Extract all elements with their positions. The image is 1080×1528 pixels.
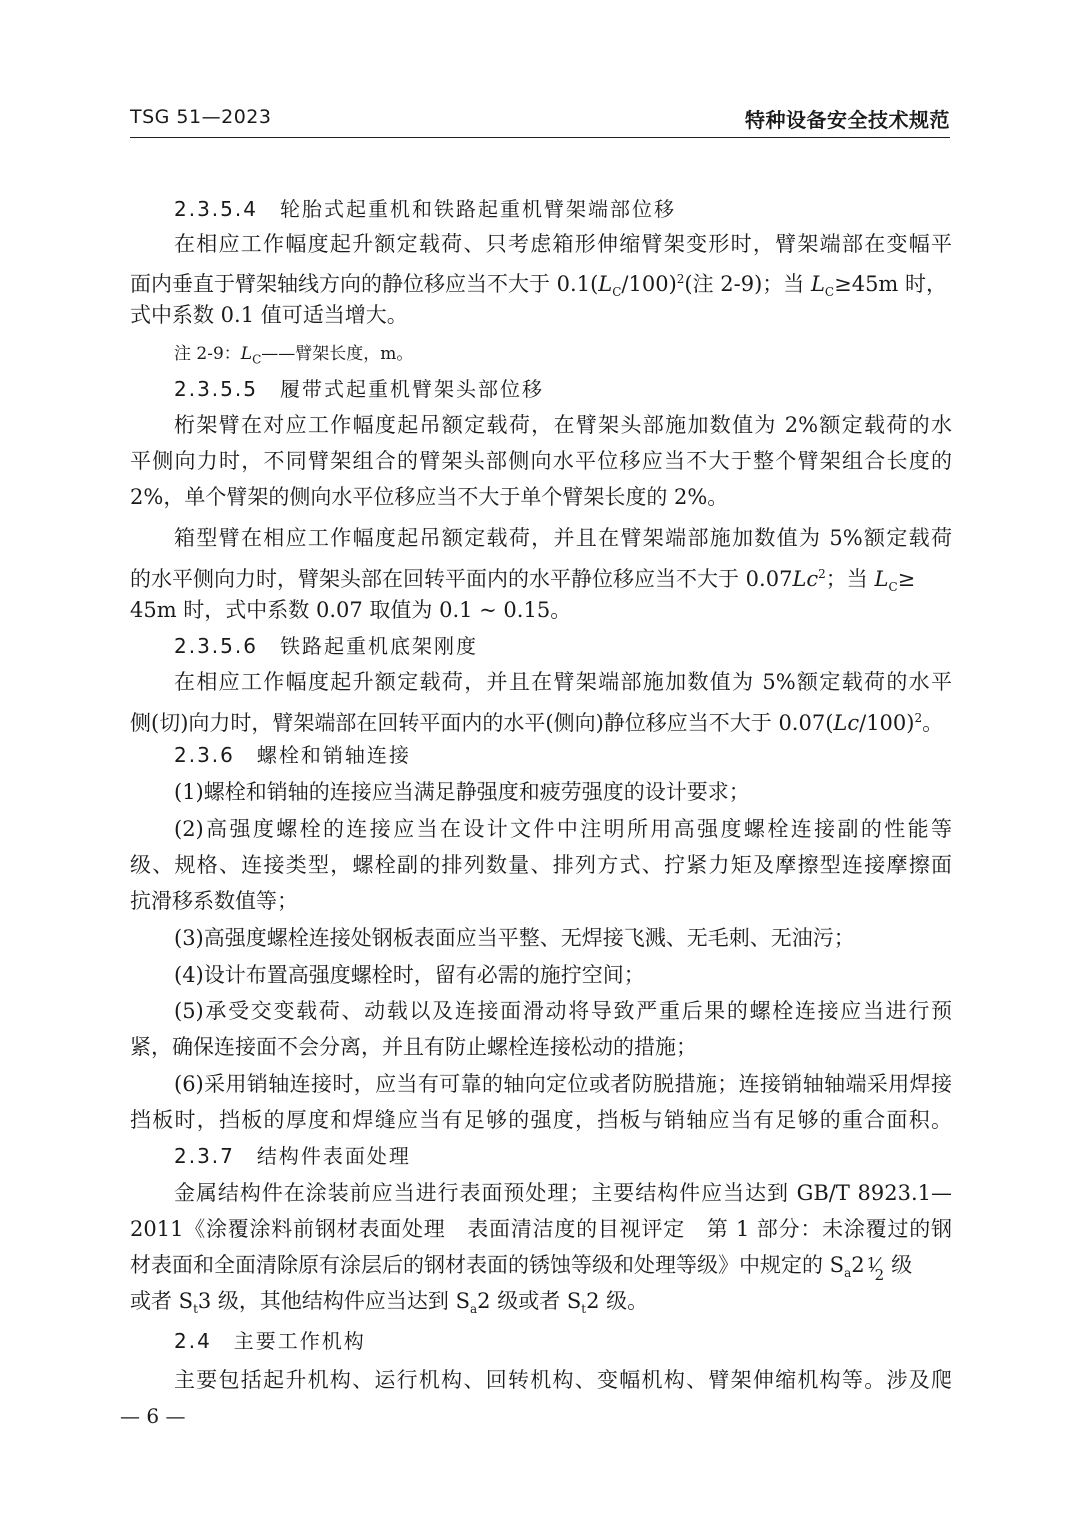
paragraph-line: 在相应工作幅度起升额定载荷，并且在臂架端部施加数值为 5%额定载荷的水平 xyxy=(174,670,952,694)
paragraph-line: 45m 时，式中系数 0.07 取值为 0.1 ~ 0.15。 xyxy=(130,598,572,622)
paragraph-line: 金属结构件在涂装前应当进行表面预处理；主要结构件应当达到 GB/T 8923.1— xyxy=(174,1181,952,1205)
list-item: (2)高强度螺栓的连接应当在设计文件中注明所用高强度螺栓连接副的性能等 xyxy=(174,817,952,841)
section-heading-236: 2.3.6 螺栓和销轴连接 xyxy=(174,743,411,767)
paragraph-line: 式中系数 0.1 值可适当增大。 xyxy=(130,303,408,327)
section-heading-2354: 2.3.5.4 轮胎式起重机和铁路起重机臂架端部位移 xyxy=(174,197,676,221)
header-divider xyxy=(130,137,950,138)
page-number: — 6 — xyxy=(120,1404,186,1428)
fraction-one-half: 1 2 xyxy=(866,1254,885,1284)
list-item: (3)高强度螺栓连接处钢板表面应当平整、无焊接飞溅、无毛刺、无油污； xyxy=(174,926,855,950)
section-heading-2356: 2.3.5.6 铁路起重机底架刚度 xyxy=(174,634,478,658)
list-item: (5)承受交变载荷、动载以及连接面滑动将导致严重后果的螺栓连接应当进行预 xyxy=(174,999,952,1023)
paragraph-line: 或者 $S_t3$ 级，其他结构件应当达到 $S_a2$ 级或者 $S_t2$ 级。 xyxy=(130,1289,649,1317)
paragraph-line: 2011《涂覆涂料前钢材表面处理 表面清洁度的目视评定 第 1 部分：未涂覆过的钢 xyxy=(130,1217,952,1241)
paragraph-line: 在相应工作幅度起升额定载荷、只考虑箱形伸缩臂架变形时，臂架端部在变幅平 xyxy=(174,232,952,256)
list-item: (6)采用销轴连接时，应当有可靠的轴向定位或者防脱措施；连接销轴轴端采用焊接 xyxy=(174,1072,952,1096)
footnote-2-9: 注 2-9：$L_C——$臂架长度，m。 xyxy=(174,344,414,367)
list-item: (4)设计布置高强度螺栓时，留有必需的施拧空间； xyxy=(174,963,645,987)
paragraph-line: 抗滑移系数值等； xyxy=(130,889,298,913)
paragraph-line: 桁架臂在对应工作幅度起吊额定载荷，在臂架头部施加数值为 2%额定载荷的水 xyxy=(174,413,952,437)
paragraph-line: 平侧向力时，不同臂架组合的臂架头部侧向水平位移应当不大于整个臂架组合长度的 xyxy=(130,449,952,473)
paragraph-line: 的水平侧向力时，臂架头部在回转平面内的水平静位移应当不大于 0.07Lc$^2$；当 $L_C\ge$ xyxy=(130,567,916,595)
list-item: (1)螺栓和销轴的连接应当满足静强度和疲劳强度的设计要求； xyxy=(174,780,750,804)
section-heading-237: 2.3.7 结构件表面处理 xyxy=(174,1144,411,1168)
paragraph-line: 面内垂直于臂架轴线方向的静位移应当不大于 $0.1(L_C/100)^2$(注 2-9)；当 $L_C\ge 45m$ 时， xyxy=(130,272,948,300)
section-heading-2355: 2.3.5.5 履带式起重机臂架头部位移 xyxy=(174,377,544,401)
paragraph-line: 材表面和全面清除原有涂层后的钢材表面的锈蚀等级和处理等级》中规定的 $S_a2$ 1 2 级 xyxy=(130,1250,912,1288)
paragraph-line: 挡板时，挡板的厚度和焊缝应当有足够的强度，挡板与销轴应当有足够的重合面积。 xyxy=(130,1108,952,1132)
doc-code: TSG 51—2023 xyxy=(130,106,272,128)
paragraph-line: 侧(切)向力时，臂架端部在回转平面内的水平(侧向)静位移应当不大于 $0.07(Lc/100)^2$。 xyxy=(130,711,944,735)
section-heading-24: 2.4 主要工作机构 xyxy=(174,1329,366,1353)
paragraph-line: 紧，确保连接面不会分离，并且有防止螺栓连接松动的措施； xyxy=(130,1035,697,1059)
paragraph-line: 箱型臂在相应工作幅度起吊额定载荷，并且在臂架端部施加数值为 5%额定载荷 xyxy=(174,526,952,550)
paragraph-line: 2%，单个臂架的侧向水平位移应当不大于单个臂架长度的 2%。 xyxy=(130,485,729,509)
page-header xyxy=(130,104,950,134)
paragraph-line: 级、规格、连接类型，螺栓副的排列数量、排列方式、拧紧力矩及摩擦型连接摩擦面 xyxy=(130,853,952,877)
series-title: 特种设备安全技术规范 xyxy=(745,108,950,132)
paragraph-line: 主要包括起升机构、运行机构、回转机构、变幅机构、臂架伸缩机构等。涉及爬 xyxy=(174,1368,952,1392)
